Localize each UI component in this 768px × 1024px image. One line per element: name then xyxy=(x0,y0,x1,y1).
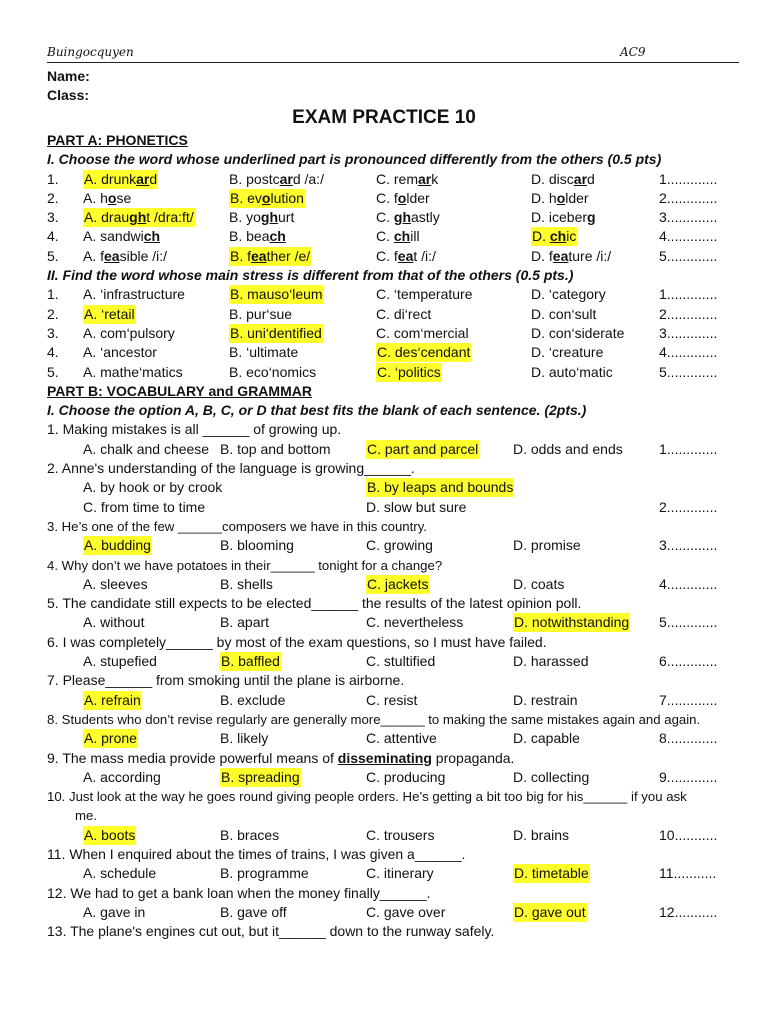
part-b-s1-instruction: I. Choose the option A, B, C, or D that best fits the blank of each sentence. (2pts.) xyxy=(47,402,587,419)
underlined-sound: o xyxy=(556,189,566,206)
answer-blank: 2............. xyxy=(659,305,718,322)
option-a: A. boots xyxy=(84,826,136,843)
option-b: B. spreading xyxy=(221,768,300,785)
option-c: C. ghastly xyxy=(376,209,440,226)
question-number: 4. xyxy=(47,228,59,245)
answer-blank: 10........... xyxy=(659,826,718,843)
name-label: Name: xyxy=(47,68,90,84)
option-d: D. coats xyxy=(513,575,565,592)
underlined-sound: g xyxy=(587,209,596,226)
stress-row xyxy=(0,305,768,324)
option-c: C. itinerary xyxy=(366,865,434,882)
option-c: C. gave over xyxy=(366,903,446,920)
option-b: B. braces xyxy=(220,826,280,843)
class-label: Class: xyxy=(47,87,90,103)
options-row xyxy=(0,440,768,459)
question-row-continued xyxy=(0,806,768,825)
underlined-sound: ar xyxy=(418,170,432,187)
question-number: 3. xyxy=(47,324,59,341)
underlined-sound: gh xyxy=(393,209,411,226)
option-d: D. ‘creature xyxy=(531,344,604,361)
option-d: D. chic xyxy=(532,228,577,245)
answer-blank: 3............. xyxy=(659,209,718,226)
question-text: 6. I was completely______ by most of the exam questions, so I must have failed. xyxy=(47,633,547,650)
option-c: C. di‘rect xyxy=(376,305,432,322)
part-b-title-row xyxy=(0,382,768,401)
option-b: B. ‘ultimate xyxy=(229,344,299,361)
question-row xyxy=(0,710,768,729)
question-row xyxy=(0,517,768,536)
option-d: D. capable xyxy=(513,730,580,747)
option-a: A. without xyxy=(83,614,145,631)
option-d: D. collecting xyxy=(513,768,590,785)
option-b: B. mauso‘leum xyxy=(230,286,323,303)
option-a: A. sandwich xyxy=(83,228,161,245)
phonetics-row xyxy=(0,227,768,246)
answer-blank: 1............. xyxy=(659,286,718,303)
option-c: C. producing xyxy=(366,768,446,785)
option-b: B. programme xyxy=(220,865,309,882)
answer-blank: 1............. xyxy=(659,170,718,187)
underlined-sound: ch xyxy=(393,228,411,245)
option-c: C. com‘mercial xyxy=(376,324,469,341)
answer-blank: 7............. xyxy=(659,691,718,708)
option-a: A. drunkard xyxy=(84,170,158,187)
question-number: 5. xyxy=(47,247,59,264)
underlined-sound: ar xyxy=(136,170,150,187)
question-row xyxy=(0,633,768,652)
option-c: C. from time to time xyxy=(83,498,206,515)
answer-blank: 4............. xyxy=(659,575,718,592)
part-b-s1-instruction-row xyxy=(0,401,768,420)
underlined-sound: ch xyxy=(269,228,286,245)
option-d: D. con‘sult xyxy=(531,305,597,322)
header-class-code: AC9 xyxy=(620,45,646,59)
question-text: 5. The candidate still expects to be elected______ the results of the latest opinion poll. xyxy=(47,595,582,612)
options-row xyxy=(0,903,768,922)
part-a-s2-instruction: II. Find the word whose main stress is different from that of the others (0.5 pts.) xyxy=(47,267,574,284)
question-text: 9. The mass media provide powerful means of disseminating propaganda. xyxy=(47,749,515,766)
option-d: D. odds and ends xyxy=(513,440,623,457)
question-text: 3. He’s one of the few ______composers we have in this country. xyxy=(47,518,427,534)
option-c: C. stultified xyxy=(366,653,436,670)
option-d: D. feature /i:/ xyxy=(531,247,612,264)
option-d: D. discard xyxy=(531,170,595,187)
option-d: D. slow but sure xyxy=(366,498,467,515)
question-text: 12. We had to get a bank loan when the money finally______. xyxy=(47,884,431,901)
underlined-sound: gh xyxy=(129,209,147,226)
question-number: 1. xyxy=(47,170,59,187)
question-text: 2. Anne's understanding of the language is growing______. xyxy=(47,460,415,477)
underlined-sound: gh xyxy=(260,209,279,226)
option-d: D. brains xyxy=(513,826,570,843)
option-b: B. by leaps and bounds xyxy=(367,479,514,496)
option-c: C. part and parcel xyxy=(367,440,479,457)
question-number: 2. xyxy=(47,189,59,206)
answer-blank: 5............. xyxy=(659,363,718,380)
options-row xyxy=(0,478,768,497)
options-row xyxy=(0,536,768,555)
option-c: C. nevertheless xyxy=(366,614,464,631)
question-text: 10. Just look at the way he goes round giving people orders. He’s getting a bit too big for his______ if you ask xyxy=(47,789,687,805)
option-a: A. ‘retail xyxy=(84,305,135,322)
question-row xyxy=(0,845,768,864)
question-row xyxy=(0,556,768,575)
option-d: D. notwithstanding xyxy=(514,614,630,631)
option-b: B. beach xyxy=(229,228,286,245)
option-a: A. gave in xyxy=(83,903,146,920)
options-row xyxy=(0,864,768,883)
question-text: 1. Making mistakes is all ______ of growing up. xyxy=(47,421,342,438)
answer-blank: 4............. xyxy=(659,344,718,361)
answer-blank: 1............. xyxy=(659,440,718,457)
option-a: A. according xyxy=(83,768,161,785)
question-number: 4. xyxy=(47,344,59,361)
option-a: A. chalk and cheese xyxy=(83,440,210,457)
option-b: B. shells xyxy=(220,575,273,592)
answer-blank: 8............. xyxy=(659,730,718,747)
answer-blank: 9............. xyxy=(659,768,718,785)
underlined-word: disseminating xyxy=(337,749,432,766)
phonetics-row xyxy=(0,189,768,208)
exam-content xyxy=(0,131,768,941)
question-text: 13. The plane's engines cut out, but it______ down to the runway safely. xyxy=(47,923,495,940)
part-a-s1-instruction-row xyxy=(0,150,768,169)
option-a: A. budding xyxy=(84,537,151,554)
option-a: A. by hook or by crook xyxy=(83,479,223,496)
option-d: D. auto‘matic xyxy=(531,363,613,380)
option-c: C. resist xyxy=(366,691,418,708)
option-d: D. holder xyxy=(531,189,589,206)
stress-row xyxy=(0,363,768,382)
option-c: C. feat /i:/ xyxy=(376,247,436,264)
stress-row xyxy=(0,285,768,304)
page-header xyxy=(47,42,739,63)
question-number: 3. xyxy=(47,209,59,226)
underlined-sound: ea xyxy=(251,247,267,264)
answer-blank: 2............. xyxy=(659,498,718,515)
question-row xyxy=(0,420,768,439)
underlined-sound: o xyxy=(107,189,117,206)
answer-blank: 6............. xyxy=(659,653,718,670)
question-row xyxy=(0,884,768,903)
underlined-sound: ea xyxy=(397,247,414,264)
header-author: Buingocquyen xyxy=(47,45,134,59)
question-number: 2. xyxy=(47,305,59,322)
option-c: C. folder xyxy=(376,189,430,206)
option-d: D. timetable xyxy=(514,865,589,882)
option-d: D. harassed xyxy=(513,653,589,670)
underlined-sound: ea xyxy=(104,247,120,264)
option-b: B. pur‘sue xyxy=(229,305,293,322)
option-b: B. baffled xyxy=(221,653,280,670)
option-b: B. evolution xyxy=(230,189,304,206)
options-row xyxy=(0,498,768,517)
option-a: A. schedule xyxy=(83,865,157,882)
option-b: B. blooming xyxy=(220,537,294,554)
option-b: B. eco‘nomics xyxy=(229,363,317,380)
option-b: B. feather /e/ xyxy=(230,247,311,264)
option-a: A. refrain xyxy=(84,691,141,708)
part-a-s2-instruction-row xyxy=(0,266,768,285)
answer-blank: 5............. xyxy=(659,247,718,264)
question-text-continued: me. xyxy=(75,808,97,824)
option-c: C. ‘temperature xyxy=(376,286,473,303)
option-a: A. com‘pulsory xyxy=(83,324,175,341)
option-d: D. con‘siderate xyxy=(531,324,625,341)
question-row xyxy=(0,787,768,806)
option-a: A. mathe‘matics xyxy=(83,363,183,380)
part-b-title: PART B: VOCABULARY and GRAMMAR xyxy=(47,382,312,399)
option-c: C. trousers xyxy=(366,826,435,843)
option-d: D. gave out xyxy=(514,903,586,920)
question-row xyxy=(0,922,768,941)
question-text: 11. When I enquired about the times of trains, I was given a______. xyxy=(47,845,466,862)
options-row xyxy=(0,826,768,845)
underlined-sound: ar xyxy=(573,170,588,187)
question-text: 7. Please______ from smoking until the plane is airborne. xyxy=(47,672,405,689)
question-row xyxy=(0,594,768,613)
option-a: A. prone xyxy=(84,730,137,747)
underlined-sound: ea xyxy=(552,247,569,264)
phonetics-row xyxy=(0,170,768,189)
stress-row xyxy=(0,343,768,362)
option-c: C. chill xyxy=(376,228,420,245)
underlined-sound: ch xyxy=(143,228,161,245)
option-a: A. sleeves xyxy=(83,575,148,592)
option-c: C. attentive xyxy=(366,730,437,747)
option-a: A. draught /dra:ft/ xyxy=(84,209,194,226)
options-row xyxy=(0,613,768,632)
question-text: 8. Students who don’t revise regularly are generally more______ to making the same mistakes again and again. xyxy=(47,711,701,727)
underlined-sound: o xyxy=(261,189,271,206)
underlined-sound: o xyxy=(397,189,407,206)
options-row xyxy=(0,768,768,787)
options-row xyxy=(0,729,768,748)
option-a: A. hose xyxy=(83,189,132,206)
option-b: B. postcard /a:/ xyxy=(229,170,324,187)
question-row xyxy=(0,671,768,690)
option-a: A. feasible /i:/ xyxy=(83,247,168,264)
part-a-title: PART A: PHONETICS xyxy=(47,132,188,148)
options-row xyxy=(0,575,768,594)
option-d: D. restrain xyxy=(513,691,578,708)
option-b: B. uni‘dentified xyxy=(230,324,322,341)
option-c: C. jackets xyxy=(367,575,429,592)
question-text: 4. Why don’t we have potatoes in their______ tonight for a change? xyxy=(47,557,443,573)
part-a-title-row xyxy=(0,131,768,150)
answer-blank: 12........... xyxy=(659,903,718,920)
answer-blank: 11........... xyxy=(659,865,717,882)
option-b: B. exclude xyxy=(220,691,286,708)
option-c: C. growing xyxy=(366,537,433,554)
option-d: D. promise xyxy=(513,537,581,554)
page-title: EXAM PRACTICE 10 xyxy=(292,107,476,128)
option-a: A. stupefied xyxy=(83,653,157,670)
option-c: C. ‘politics xyxy=(377,363,441,380)
option-c: C. remark xyxy=(376,170,439,187)
option-b: B. gave off xyxy=(220,903,287,920)
option-d: D. iceberg xyxy=(531,209,596,226)
answer-blank: 5............. xyxy=(659,614,718,631)
phonetics-row xyxy=(0,208,768,227)
question-number: 5. xyxy=(47,363,59,380)
answer-blank: 3............. xyxy=(659,324,718,341)
options-row xyxy=(0,691,768,710)
underlined-sound: ch xyxy=(549,228,567,245)
options-row xyxy=(0,652,768,671)
option-b: B. apart xyxy=(220,614,270,631)
answer-blank: 3............. xyxy=(659,537,718,554)
stress-row xyxy=(0,324,768,343)
option-a: A. ‘infrastructure xyxy=(83,286,185,303)
option-a: A. ‘ancestor xyxy=(83,344,157,361)
option-b: B. yoghurt xyxy=(229,209,295,226)
underlined-sound: ar xyxy=(279,170,293,187)
question-row xyxy=(0,749,768,768)
answer-blank: 4............. xyxy=(659,228,718,245)
question-number: 1. xyxy=(47,286,59,303)
question-row xyxy=(0,459,768,478)
option-c: C. des‘cendant xyxy=(377,344,471,361)
option-b: B. top and bottom xyxy=(220,440,331,457)
option-d: D. ‘category xyxy=(531,286,606,303)
part-a-s1-instruction: I. Choose the word whose underlined part is pronounced differently from the others (0.5 pts) xyxy=(47,151,662,168)
phonetics-row xyxy=(0,247,768,266)
option-b: B. likely xyxy=(220,730,269,747)
answer-blank: 2............. xyxy=(659,189,718,206)
